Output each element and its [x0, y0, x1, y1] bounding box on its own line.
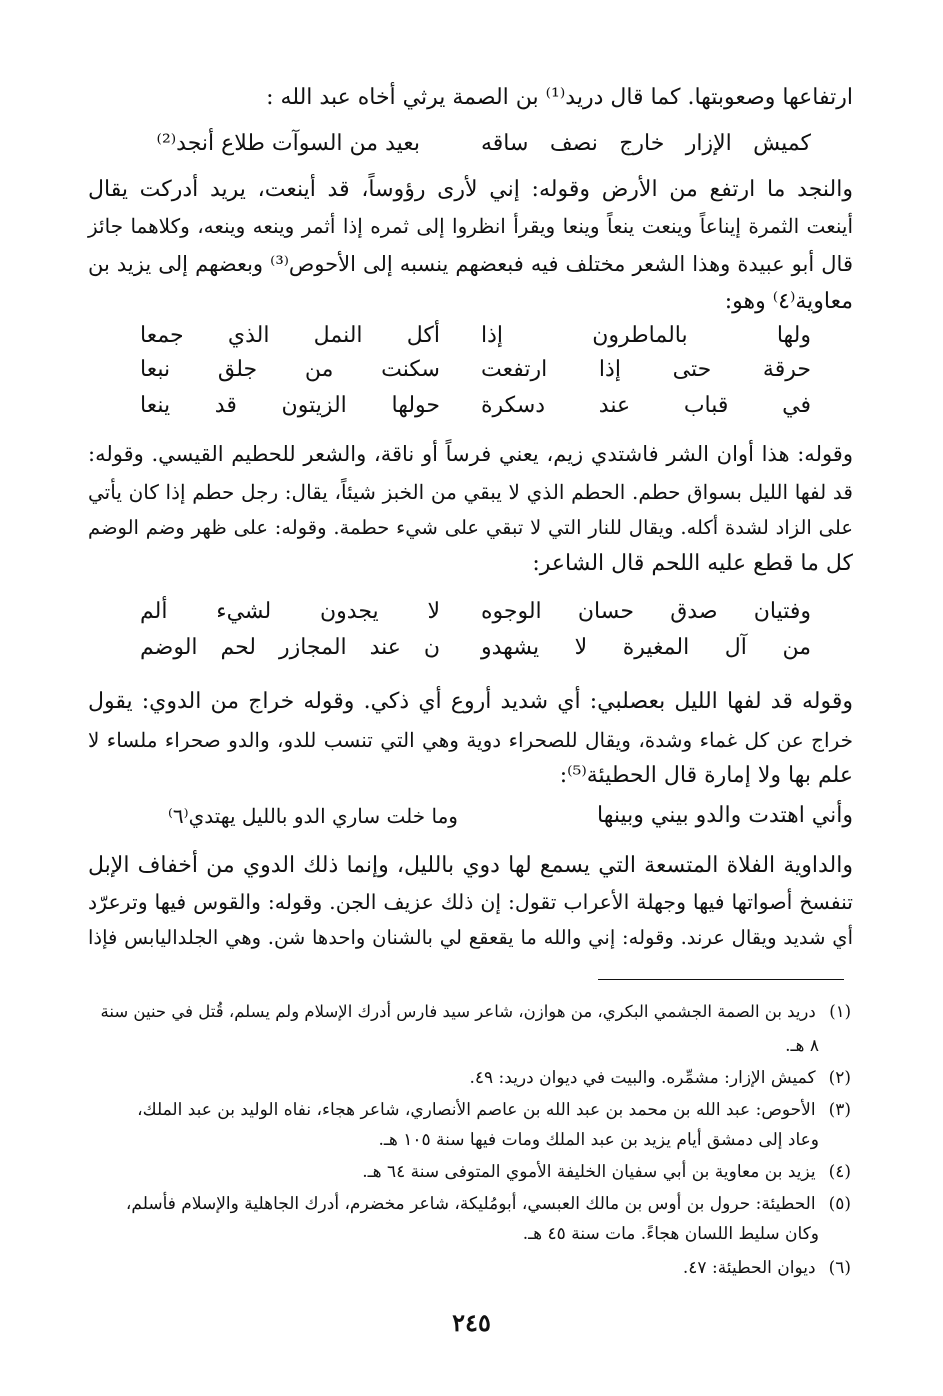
- verse-hemistich: من آل المغيرة لا يشهدو: [481, 635, 811, 660]
- footnote-number: (٤): [828, 1162, 851, 1182]
- body-line: قد لفها الليل بسواق حطم. الحطم الذي لا يبقي من الخبز شيئاً، يقال: رجل حطم إذا كان يأتي: [88, 480, 853, 504]
- footnote-number: (٥): [828, 1194, 851, 1214]
- verse-hemistich: وما خلت ساري الدو بالليل يهتدي⁽٦⁾: [168, 804, 458, 828]
- body-line: والنجد ما ارتفع من الأرض وقوله: إني لأرى رؤوساً، قد أينعت، يريد أدركت يقال: [88, 177, 853, 202]
- footnote-number: (٣): [828, 1100, 851, 1120]
- footnote: [88, 1160, 851, 1184]
- verse-hemistich: بعيد من السوآت طلاع أنجد⁽²⁾: [156, 131, 420, 156]
- verse-hemistich: وأني اهتدت والدو بيني وبينها: [597, 803, 853, 828]
- verse-hemistich: كميش الإزار خارج نصف ساقه: [481, 131, 811, 156]
- footnote-text: الأحوص: عبد الله بن محمد بن عبد الله بن عاصم الأنصاري، شاعر هجاء، نفاه الوليد بن عبد الملك،: [137, 1100, 816, 1120]
- footnote-number: (٦): [828, 1258, 851, 1278]
- body-line: وقوله قد لفها الليل بعصلبي: أي شديد أروع أي ذكي. وقوله خراج من الدوي: يقول: [88, 689, 853, 714]
- body-line: قال أبو عبيدة وهذا الشعر مختلف فيه فبعضهم ينسبه إلى الأحوص⁽³⁾ وبعضهم إلى يزيد بن: [88, 252, 853, 276]
- verse-hemistich: في قباب عند دسكرة: [481, 393, 811, 418]
- footnote-text: ديوان الحطيئة: ٤٧.: [682, 1258, 816, 1278]
- footnote: [88, 1192, 851, 1216]
- body-line: أينعت الثمرة إيناعاً وينعت ينعاً وينعا ويقرأ انظروا إلى ثمره إذا أثمر وينعه وينعه، وكلاهما جائز: [88, 214, 853, 238]
- footnote: [88, 1066, 851, 1090]
- page-number: ٢٤٥: [452, 1308, 491, 1337]
- body-line: خراج عن كل غماء وشدة، ويقال للصحراء دوية وهي التي تنسب للدو، والدو صحراء ملساء لا: [88, 728, 853, 752]
- verse-hemistich: ولها بالماطرون إذا: [481, 323, 811, 348]
- body-line: كل ما قطع عليه اللحم قال الشاعر:: [532, 551, 853, 576]
- body-line: معاوية⁽٤⁾ وهو:: [724, 289, 853, 314]
- footnote-number: (١): [829, 1002, 851, 1021]
- verse-hemistich: وفتيان صدق حسان الوجوه: [481, 599, 811, 624]
- footnote-continuation: وعاد إلى دمشق أيام يزيد بن عبد الملك ومات فيها سنة ١٠٥ هـ.: [378, 1130, 819, 1150]
- verse-hemistich: سكنت من جلق نبعا: [140, 357, 440, 382]
- verse-hemistich: حرقة حتى إذا ارتفعت: [481, 357, 811, 382]
- footnote-text: الحطيئة: حرول بن أوس بن مالك العبسي، أبومُليكة، شاعر مخضرم، أدرك الجاهلية والإسلام فأسلم،: [125, 1194, 816, 1214]
- footnote-text: كميش الإزار: مشمِّره. والبيت في ديوان دريد: ٤٩.: [469, 1068, 816, 1088]
- footnote-divider: [598, 979, 844, 980]
- body-line: وقوله: هذا أوان الشر فاشتدي زيم، يعني فرساً أو ناقة، والشعر للحطيم القيسي. وقوله:: [88, 442, 853, 466]
- body-line: تنفسخ أصواتها فيها وجهلة الأعراب تقول: إن ذلك عزيف الجن. وقوله: والقوس فيها وترعرّد: [88, 890, 853, 914]
- body-line: أي شديد ويقال عرند. وقوله: إني والله ما يقعقع لي بالشنان واحدها شن. وهي الجلداليابس فإذا: [88, 926, 853, 949]
- body-line: ارتفاعها وصعوبتها. كما قال دريد⁽¹⁾ بن الصمة يرثي أخاه عبد الله :: [266, 85, 853, 110]
- footnote: [88, 1000, 851, 1024]
- footnote-continuation: ٨ هـ.: [785, 1036, 819, 1056]
- verse-hemistich: ن عند المجازر لحم الوضم: [140, 635, 440, 660]
- footnote-number: (٢): [828, 1068, 851, 1088]
- verse-hemistich: حولها الزيتون قد ينعا: [140, 393, 440, 418]
- verse-hemistich: لا يجدون لشيء ألم: [140, 599, 440, 624]
- footnote-continuation: وكان سليط اللسان هجاءً. مات سنة ٤٥ هـ.: [522, 1224, 819, 1244]
- footnote-text: دريد بن الصمة الجشمي البكري، من هوازن، شاعر سيد فارس أدرك الإسلام ولم يسلم، قُتل في حنين سنة: [100, 1002, 816, 1021]
- body-line: على الزاد لشدة أكله. ويقال للنار التي لا تبقي على شيء حطمة. وقوله: على ظهر وضم الوضم: [88, 516, 853, 539]
- footnote: [88, 1256, 851, 1280]
- footnote: [88, 1098, 851, 1122]
- body-line: والداوية الفلاة المتسعة التي يسمع لها دوي بالليل، وإنما ذلك الدوي من أخفاف الإبل: [88, 853, 853, 878]
- verse-hemistich: أكل النمل الذي جمعا: [140, 323, 440, 348]
- footnote-text: يزيد بن معاوية بن أبي سفيان الخليفة الأموي المتوفى سنة ٦٤ هـ.: [362, 1162, 816, 1182]
- body-line: علم بها ولا إمارة قال الحطيئة⁽⁵⁾:: [559, 763, 853, 788]
